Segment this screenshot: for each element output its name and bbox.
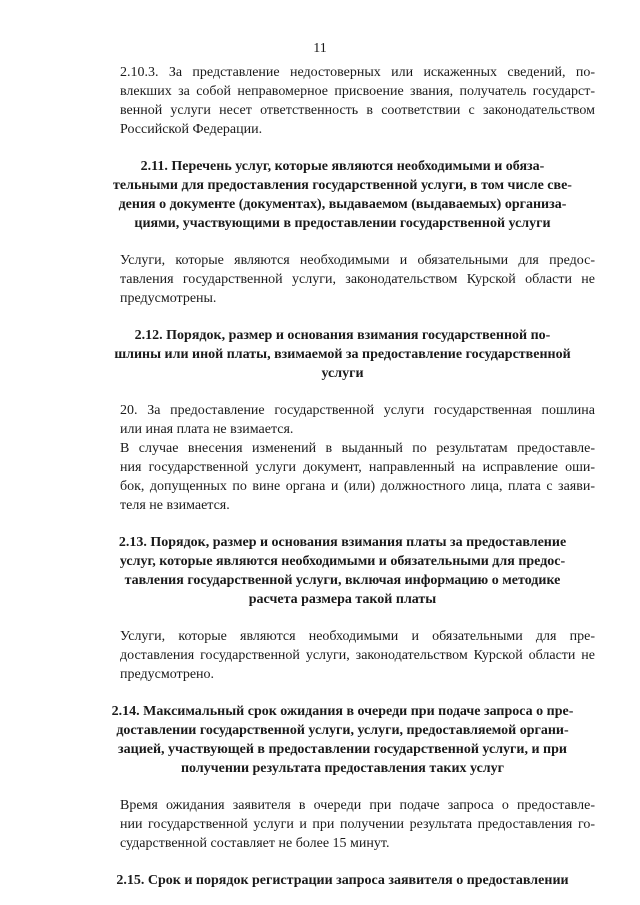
text-line: ния государственной услуги документ, направленный на исправление оши- — [120, 460, 595, 475]
text-line: Услуги, которые являются необходимыми и обязательными для предос- — [120, 253, 595, 268]
text-line: В случае внесения изменений в выданный по результатам предоставле- — [120, 441, 595, 456]
heading-line: расчета размера такой платы — [248, 592, 437, 607]
heading-line: тельными для предоставления государственной услуги, в том числе све- — [113, 178, 572, 193]
text-line: 20. За предоставление государственной услуги государственная пошлина — [120, 403, 595, 418]
heading-line: 2.15. Срок и порядок регистрации запроса заявителя о предоставлении — [116, 873, 569, 888]
text-line: сударственной составляет не более 15 минут. — [120, 836, 390, 851]
text-line: венной услуги несет ответственность в соответствии с законодательством — [120, 103, 595, 118]
text-line: доставления государственной услуги, законодательством Курской области не — [120, 648, 595, 663]
page-number: 11 — [313, 41, 327, 56]
section-heading-2-14 — [90, 702, 595, 778]
section-heading-2-13 — [90, 533, 595, 609]
text-line: нии государственной услуги и при получении результата предоставления го- — [120, 817, 595, 832]
heading-line: доставлении государственной услуги, услуги, предоставляемой органи- — [116, 723, 569, 738]
text-line: предусмотрено. — [120, 667, 215, 682]
text-line: бок, допущенных по вине органа и (или) должностного лица, плата с заяви- — [120, 479, 595, 494]
section-heading-2-11 — [90, 157, 595, 233]
text-line: влекших за собой неправомерное присвоение звания, получатель государст- — [120, 84, 595, 99]
text-line: или иная плата не взимается. — [120, 422, 294, 437]
heading-line: 2.14. Максимальный срок ожидания в очереди при подаче запроса о пре- — [111, 704, 574, 719]
paragraph-2-14 — [90, 796, 595, 853]
section-heading-2-15 — [90, 871, 595, 890]
paragraph-2-11 — [90, 251, 595, 308]
heading-line: циями, участвующими в предоставлении государственной услуги — [134, 216, 551, 231]
heading-line: 2.13. Порядок, размер и основания взимания платы за предоставление — [118, 535, 567, 550]
heading-line: 2.12. Порядок, размер и основания взимания государственной по- — [134, 328, 551, 343]
heading-line: дения о документе (документах), выдаваемом (выдаваемых) организа- — [118, 197, 567, 212]
document-body — [90, 63, 595, 890]
text-line: Время ожидания заявителя в очереди при подаче запроса о предоставле- — [120, 798, 595, 813]
text-line: тавления государственной услуги, законодательством Курской области не — [120, 272, 595, 287]
heading-line: получении результата предоставления таких услуг — [180, 761, 505, 776]
heading-line: тавления государственной услуги, включая информацию о методике — [124, 573, 561, 588]
heading-line: 2.11. Перечень услуг, которые являются необходимыми и обяза- — [140, 159, 545, 174]
paragraph-2-13 — [90, 627, 595, 684]
text-line: предусмотрены. — [120, 291, 217, 306]
heading-line: услуги — [321, 366, 364, 381]
text-line: Услуги, которые являются необходимыми и обязательными для пре- — [120, 629, 595, 644]
paragraph-20-correction — [90, 439, 595, 515]
paragraph-2-10-3 — [90, 63, 595, 139]
text-line: 2.10.3. За представление недостоверных или искаженных сведений, по- — [120, 65, 595, 80]
heading-line: зацией, участвующей в предоставлении государственной услуги, и при — [118, 742, 567, 757]
paragraph-20 — [90, 401, 595, 439]
heading-line: шлины или иной платы, взимаемой за предоставление государственной — [114, 347, 571, 362]
section-heading-2-12 — [90, 326, 595, 383]
text-line: теля не взимается. — [120, 498, 230, 513]
text-line: Российской Федерации. — [120, 122, 263, 137]
heading-line: услуг, которые являются необходимыми и обязательными для предос- — [119, 554, 566, 569]
